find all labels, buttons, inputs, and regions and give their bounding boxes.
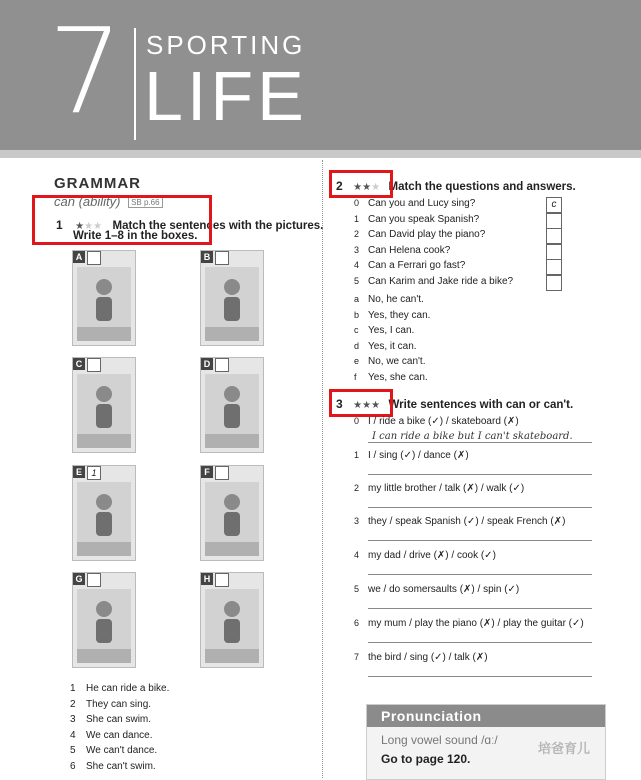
section-subheading-text: can (ability) bbox=[54, 194, 121, 209]
illustration-icon bbox=[205, 482, 259, 556]
unit-title: LIFE bbox=[144, 57, 308, 135]
model-answer: I can ride a bike but I can't skateboard. bbox=[372, 431, 573, 442]
answer-text: Yes, I can. bbox=[368, 325, 415, 336]
column-divider bbox=[322, 160, 323, 778]
prompt-text: I / ride a bike (✓) / skateboard (✗) bbox=[368, 416, 519, 427]
prompt-number: 5 bbox=[354, 584, 360, 594]
answer-option bbox=[354, 310, 430, 321]
picture-d bbox=[200, 357, 264, 453]
header-strip bbox=[0, 150, 641, 158]
prompt-number: 7 bbox=[354, 652, 360, 662]
answer-box[interactable] bbox=[546, 275, 562, 291]
writing-prompt bbox=[354, 652, 488, 663]
exercise2-instruction: Match the questions and answers. bbox=[388, 181, 576, 193]
question-item bbox=[354, 276, 513, 287]
answer-box[interactable] bbox=[87, 251, 101, 265]
question-number: 5 bbox=[354, 275, 360, 286]
picture-h bbox=[200, 572, 264, 668]
question-item bbox=[354, 214, 479, 225]
answer-option bbox=[354, 294, 424, 305]
picture-a bbox=[72, 250, 136, 346]
sentence-number: 2 bbox=[70, 698, 76, 710]
question-text: Can Helena cook? bbox=[368, 244, 451, 256]
picture-label: F bbox=[201, 466, 213, 478]
illustration-icon bbox=[205, 374, 259, 448]
picture-label: H bbox=[201, 573, 213, 585]
sentence-item bbox=[70, 683, 169, 694]
sentence-number: 4 bbox=[70, 729, 76, 741]
exercise1-instruction: Match the sentences with the pictures. bbox=[112, 220, 324, 232]
sentence-text: She can't swim. bbox=[86, 760, 156, 772]
unit-kicker: SPORTING bbox=[146, 30, 306, 60]
prompt-text: my mum / play the piano (✗) / play the guitar (✓) bbox=[368, 618, 584, 629]
answer-box[interactable] bbox=[87, 358, 101, 372]
star-icon: ★★ bbox=[353, 182, 372, 193]
answer-letter: a bbox=[354, 294, 360, 304]
answer-letter: d bbox=[354, 340, 360, 351]
sentence-text: We can dance. bbox=[86, 729, 153, 741]
writing-line[interactable] bbox=[368, 540, 592, 541]
picture-c bbox=[72, 357, 136, 453]
writing-line[interactable] bbox=[368, 442, 592, 443]
sentence-text: We can't dance. bbox=[86, 745, 158, 756]
answer-text: Yes, she can. bbox=[368, 371, 428, 383]
watermark-text: 培爸育儿 bbox=[538, 741, 591, 756]
writing-prompt bbox=[354, 550, 496, 561]
answer-option bbox=[354, 341, 417, 352]
question-item bbox=[354, 245, 450, 256]
prompt-number: 1 bbox=[354, 450, 360, 460]
question-number: 4 bbox=[354, 260, 360, 270]
answer-text: No, he can't. bbox=[368, 294, 424, 305]
answer-box[interactable] bbox=[215, 466, 229, 480]
picture-label: G bbox=[73, 573, 85, 585]
highlight-box-ex2 bbox=[329, 170, 393, 198]
sentence-item bbox=[70, 699, 151, 710]
answer-box[interactable] bbox=[215, 358, 229, 372]
prompt-text: the bird / sing (✓) / talk (✗) bbox=[368, 652, 488, 663]
sentence-number: 6 bbox=[70, 760, 76, 772]
picture-label: B bbox=[201, 251, 213, 263]
sentence-number: 5 bbox=[70, 745, 76, 756]
exercise2-number: 2 bbox=[336, 179, 343, 193]
star-icon: ★★★ bbox=[353, 400, 381, 411]
writing-prompt bbox=[354, 416, 519, 427]
question-text: Can Karim and Jake ride a bike? bbox=[368, 275, 514, 287]
sentence-item bbox=[70, 745, 157, 756]
prompt-number: 0 bbox=[354, 416, 360, 426]
question-number: 0 bbox=[354, 198, 360, 208]
prompt-text: my dad / drive (✗) / cook (✓) bbox=[368, 550, 496, 561]
writing-prompt bbox=[354, 584, 519, 595]
unit-number: 7 bbox=[48, 2, 124, 140]
section-heading: GRAMMAR bbox=[54, 175, 141, 192]
question-item bbox=[354, 260, 465, 271]
sentence-item bbox=[70, 714, 151, 725]
star-empty-icon: ★ bbox=[371, 182, 381, 193]
prompt-number: 6 bbox=[354, 618, 360, 628]
answer-box[interactable] bbox=[546, 244, 562, 260]
answer-box[interactable] bbox=[546, 259, 562, 275]
answer-text: Yes, it can. bbox=[368, 340, 417, 352]
picture-f bbox=[200, 465, 264, 561]
writing-prompt bbox=[354, 516, 565, 527]
answer-letter: c bbox=[354, 325, 359, 335]
illustration-icon bbox=[77, 589, 131, 663]
prompt-number: 3 bbox=[354, 516, 360, 526]
illustration-icon bbox=[205, 589, 259, 663]
pronunciation-page-link[interactable]: Go to page 120. bbox=[381, 752, 471, 766]
writing-line[interactable] bbox=[368, 507, 592, 508]
question-text: Can you speak Spanish? bbox=[368, 213, 480, 225]
answer-option bbox=[354, 372, 428, 383]
picture-e bbox=[72, 465, 136, 561]
prompt-text: we / do somersaults (✗) / spin (✓) bbox=[368, 584, 520, 595]
exercise3-number: 3 bbox=[336, 397, 343, 411]
writing-prompt bbox=[354, 483, 524, 494]
writing-line[interactable] bbox=[368, 608, 592, 609]
writing-prompt bbox=[354, 450, 469, 461]
illustration-icon bbox=[77, 267, 131, 341]
answer-box[interactable] bbox=[546, 213, 562, 229]
question-number: 1 bbox=[354, 213, 360, 224]
picture-label: D bbox=[201, 358, 213, 370]
pronunciation-title: Pronunciation bbox=[367, 705, 605, 727]
question-text: Can you and Lucy sing? bbox=[368, 198, 476, 209]
sentence-number: 1 bbox=[70, 683, 76, 694]
answer-text: Yes, they can. bbox=[368, 309, 431, 321]
prompt-text: I / sing (✓) / dance (✗) bbox=[368, 450, 469, 461]
highlight-box-ex3 bbox=[329, 389, 393, 417]
exercise3-instruction: Write sentences with can or can't. bbox=[388, 399, 574, 411]
prompt-text: my little brother / talk (✗) / walk (✓) bbox=[368, 483, 525, 494]
student-book-ref: SB p.66 bbox=[128, 197, 162, 208]
sentence-number: 3 bbox=[70, 714, 76, 725]
star-empty-icon: ★★ bbox=[84, 221, 103, 232]
question-item bbox=[354, 198, 475, 209]
question-number: 3 bbox=[354, 244, 360, 255]
answer-box[interactable]: c bbox=[546, 197, 562, 213]
picture-g bbox=[72, 572, 136, 668]
picture-label: A bbox=[73, 251, 85, 263]
writing-line[interactable] bbox=[368, 574, 592, 575]
writing-line[interactable] bbox=[368, 474, 592, 475]
question-item bbox=[354, 229, 485, 240]
answer-text: No, we can't. bbox=[368, 356, 426, 367]
prompt-number: 2 bbox=[354, 483, 360, 493]
answer-letter: e bbox=[354, 356, 360, 366]
picture-label: C bbox=[73, 358, 85, 370]
question-text: Can a Ferrari go fast? bbox=[368, 260, 466, 271]
header-separator bbox=[134, 28, 136, 140]
question-text: Can David play the piano? bbox=[368, 229, 486, 240]
highlight-box-ex1 bbox=[32, 195, 212, 245]
sentence-text: They can sing. bbox=[86, 698, 152, 710]
prompt-text: they / speak Spanish (✓) / speak French (✗) bbox=[368, 516, 566, 527]
writing-line[interactable] bbox=[368, 676, 592, 677]
sentence-text: He can ride a bike. bbox=[86, 683, 170, 694]
answer-letter: f bbox=[354, 371, 357, 382]
exercise1-instruction-line2: Write 1–8 in the boxes. bbox=[73, 230, 198, 242]
sentence-item bbox=[70, 730, 153, 741]
answer-option bbox=[354, 356, 426, 367]
question-number: 2 bbox=[354, 229, 360, 239]
writing-prompt bbox=[354, 618, 584, 629]
illustration-icon bbox=[77, 374, 131, 448]
picture-label: E bbox=[73, 466, 85, 478]
writing-line[interactable] bbox=[368, 642, 592, 643]
answer-box[interactable]: 1 bbox=[87, 466, 101, 480]
picture-b bbox=[200, 250, 264, 346]
answer-option bbox=[354, 325, 414, 336]
sentence-text: She can swim. bbox=[86, 714, 152, 725]
answer-box[interactable] bbox=[87, 573, 101, 587]
answer-box[interactable] bbox=[215, 251, 229, 265]
star-icon: ★ bbox=[75, 221, 85, 232]
exercise1-number: 1 bbox=[56, 218, 63, 232]
answer-box[interactable] bbox=[215, 573, 229, 587]
answer-box[interactable] bbox=[546, 228, 562, 244]
answer-letter: b bbox=[354, 309, 360, 320]
illustration-icon bbox=[205, 267, 259, 341]
prompt-number: 4 bbox=[354, 550, 360, 560]
illustration-icon bbox=[77, 482, 131, 556]
sentence-item bbox=[70, 761, 156, 772]
pronunciation-subtitle: Long vowel sound /ɑː/ bbox=[381, 733, 498, 747]
